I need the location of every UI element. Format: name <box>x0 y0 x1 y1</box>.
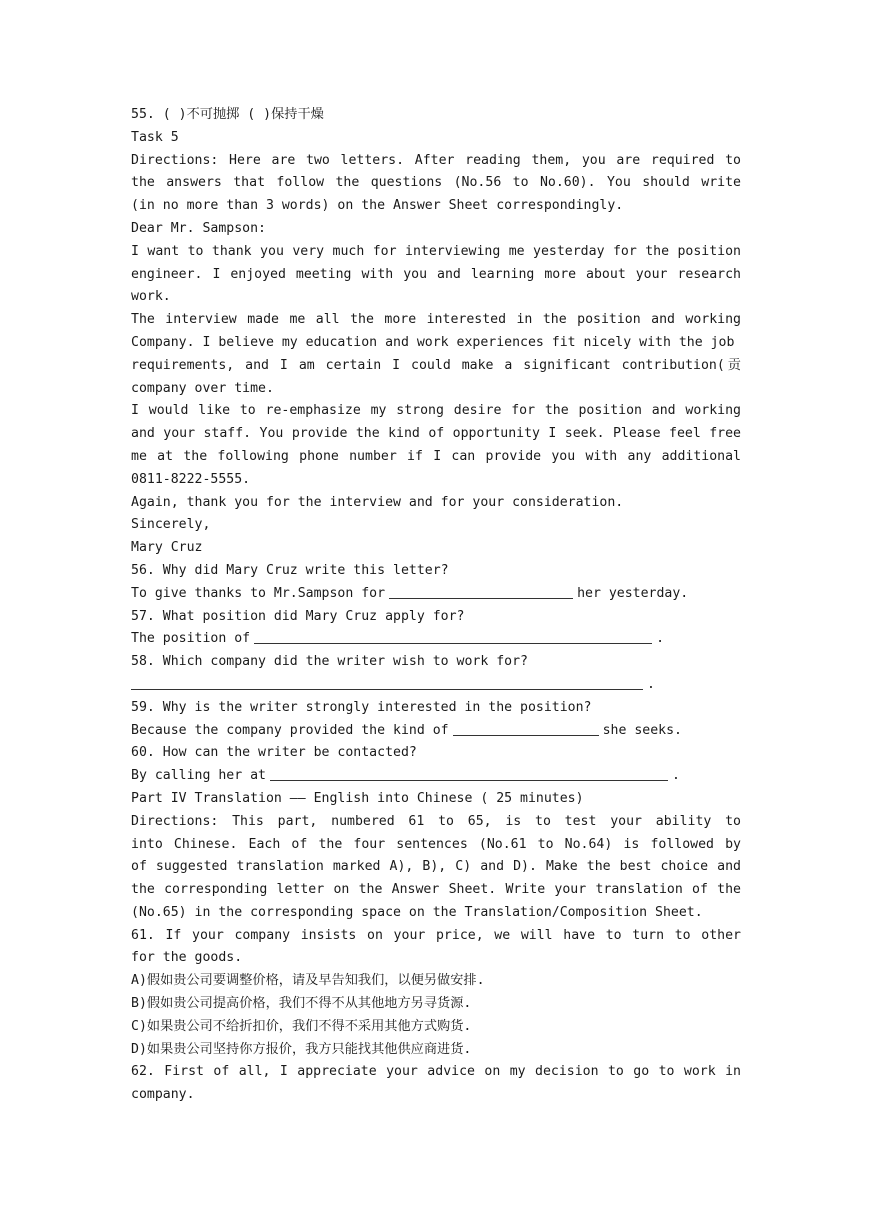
text-line: requirements, and I am certain I could make a significant contribution(贡 <box>131 357 741 373</box>
answer-line-60 <box>131 765 741 788</box>
document-page <box>131 104 741 1107</box>
text-line: The interview made me all the more interested in the position and working <box>131 312 741 328</box>
answer-suffix: her yesterday. <box>577 585 689 601</box>
answer-suffix: . <box>647 676 655 692</box>
question-60: 60. How can the writer be contacted? <box>131 745 417 761</box>
text-line: (in no more than 3 words) on the Answer Sheet correspondingly. <box>131 198 624 214</box>
answer-suffix: . <box>656 631 665 647</box>
letter-signature: Mary Cruz <box>131 540 203 556</box>
answer-prefix: The position of <box>131 631 251 647</box>
text-line: I want to thank you very much for interviewing me yesterday for the position <box>131 243 741 259</box>
answer-line-59 <box>131 720 741 743</box>
text-line: company over time. <box>131 380 274 396</box>
question-61: 61. If your company insists on your price, we will have to turn to other <box>131 927 741 943</box>
text-line: work. <box>131 289 171 305</box>
question-59: 59. Why is the writer strongly interested in the position? <box>131 699 592 715</box>
answer-line-58 <box>131 674 741 697</box>
text-line: into Chinese. Each of the four sentences (No.61 to No.64) is followed by <box>131 836 741 852</box>
answer-blank-59[interactable] <box>453 721 599 736</box>
text-line: Directions: Here are two letters. After reading them, you are required to <box>131 152 741 168</box>
answer-prefix: Because the company provided the kind of <box>131 722 449 738</box>
text-line: the answers that follow the questions (No.56 to No.60). You should write <box>131 175 741 191</box>
text-line: I would like to re-emphasize my strong desire for the position and working <box>131 403 741 419</box>
question-57: 57. What position did Mary Cruz apply for? <box>131 608 465 624</box>
text-line: Directions: This part, numbered 61 to 65, is to test your ability to <box>131 813 741 829</box>
task-heading: Task 5 <box>131 129 179 145</box>
text-line: (No.65) in the corresponding space on the Translation/Composition Sheet. <box>131 904 703 920</box>
text-line: engineer. I enjoyed meeting with you and learning more about your research <box>131 266 741 282</box>
letter-salutation: Dear Mr. Sampson: <box>131 220 266 236</box>
choice-a: A)假如贵公司要调整价格，请及早告知我们，以便另做安排. <box>131 973 485 989</box>
question-62: 62. First of all, I appreciate your advice on my decision to go to work in <box>131 1064 741 1080</box>
letter-closing: Sincerely, <box>131 517 211 533</box>
answer-line-56 <box>131 583 741 606</box>
part-heading: Part IV Translation —— English into Chinese ( 25 minutes) <box>131 790 584 806</box>
answer-blank-60[interactable] <box>270 766 668 781</box>
text-line: of suggested translation marked A), B), C) and D). Make the best choice and <box>131 859 741 875</box>
choice-b: B)假如贵公司提高价格，我们不得不从其他地方另寻货源. <box>131 996 472 1012</box>
answer-blank-58[interactable] <box>131 675 643 690</box>
text-line: me at the following phone number if I can provide you with any additional <box>131 448 741 464</box>
text-line: for the goods. <box>131 950 243 966</box>
answer-prefix: To give thanks to Mr.Sampson for <box>131 585 386 601</box>
question-58: 58. Which company did the writer wish to work for? <box>131 654 528 670</box>
phone-number: 0811-8222-5555. <box>131 471 251 487</box>
answer-suffix: she seeks. <box>602 722 682 738</box>
text-line: company. <box>131 1087 195 1103</box>
choice-c: C)如果贵公司不给折扣价，我们不得不采用其他方式购货. <box>131 1018 472 1034</box>
answer-blank-57[interactable] <box>254 629 652 644</box>
answer-suffix: . <box>671 768 680 784</box>
answer-prefix: By calling her at <box>131 768 266 784</box>
choice-d: D)如果贵公司坚持你方报价，我方只能找其他供应商进货. <box>131 1041 472 1057</box>
text-line: the corresponding letter on the Answer Sheet. Write your translation of the <box>131 882 741 898</box>
text-line: and your staff. You provide the kind of opportunity I seek. Please feel free <box>131 426 741 442</box>
text-line: 55. ( )不可抛掷 ( )保持干燥 <box>131 107 324 122</box>
question-56: 56. Why did Mary Cruz write this letter? <box>131 562 449 578</box>
answer-line-57 <box>131 628 741 651</box>
text-line: Again, thank you for the interview and for your consideration. <box>131 494 624 510</box>
answer-blank-56[interactable] <box>389 584 573 599</box>
text-line: Company. I believe my education and work experiences fit nicely with the job <box>131 334 735 350</box>
